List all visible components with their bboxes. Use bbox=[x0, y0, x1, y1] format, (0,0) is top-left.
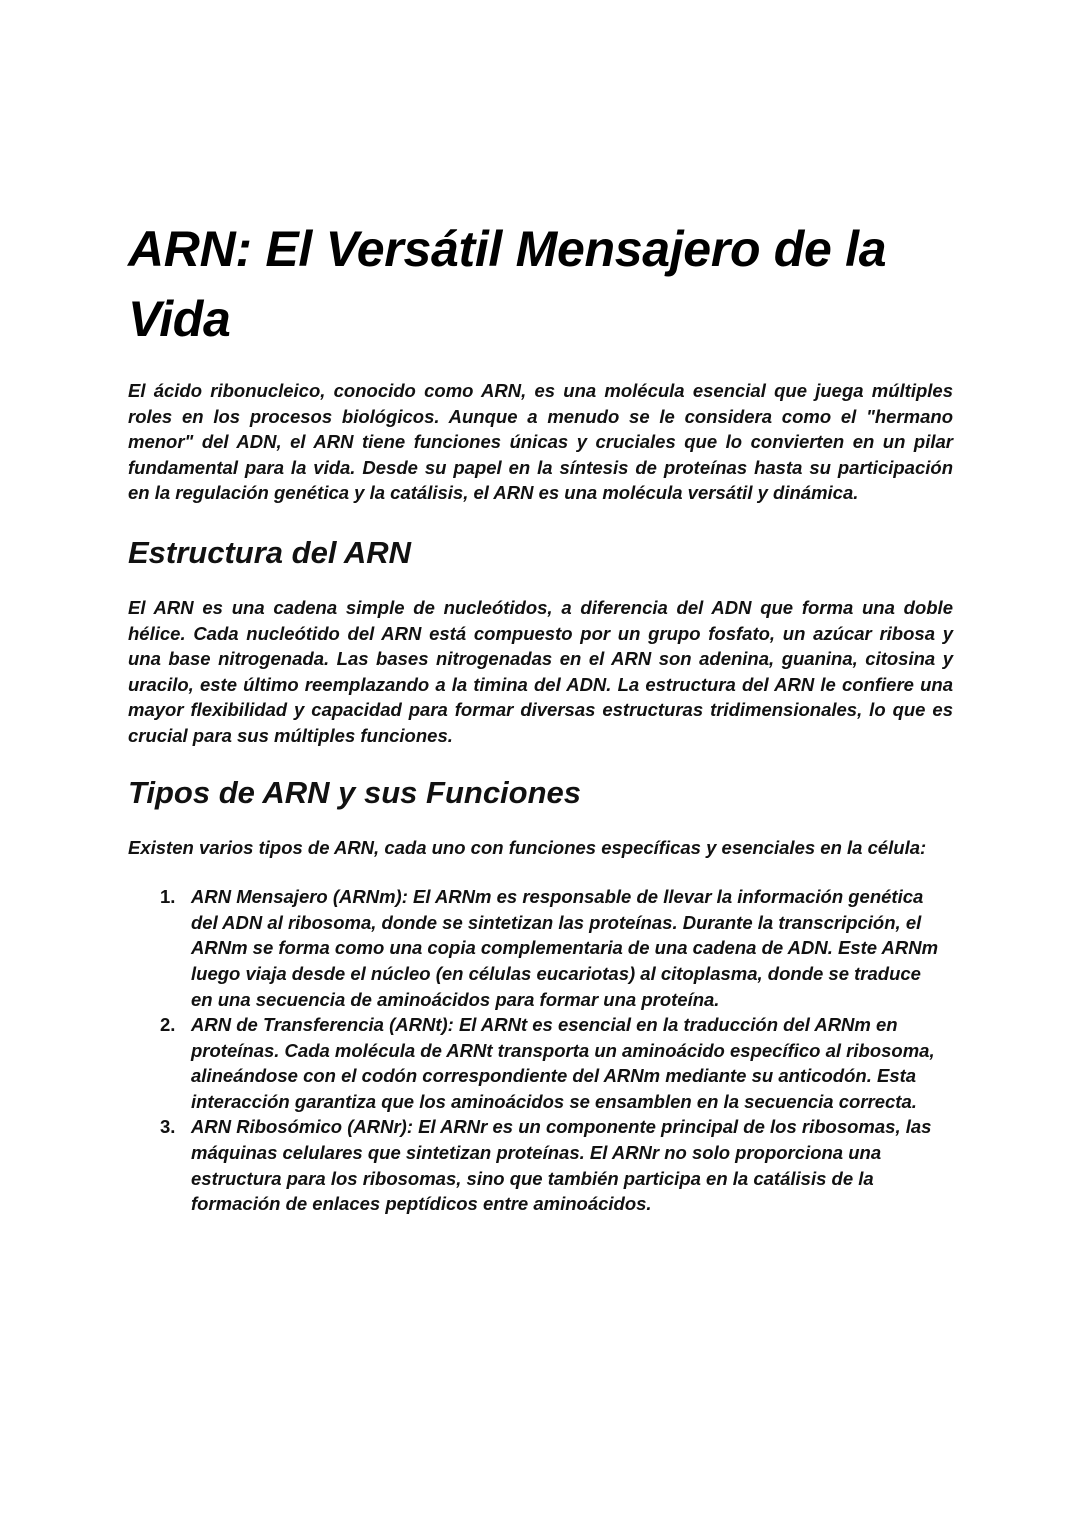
arn-types-list bbox=[128, 884, 953, 1217]
list-item-number: 2. bbox=[160, 1014, 176, 1036]
list-item bbox=[128, 1114, 953, 1216]
document-page bbox=[128, 214, 953, 1217]
list-item bbox=[128, 1012, 953, 1114]
list-item bbox=[128, 884, 953, 1012]
list-item-number: 3. bbox=[160, 1116, 176, 1138]
section-heading-estructura: Estructura del ARN bbox=[128, 534, 412, 570]
section-heading-tipos: Tipos de ARN y sus Funciones bbox=[128, 774, 582, 810]
section-paragraph-estructura: El ARN es una cadena simple de nucleótidos, a diferencia del ADN que forma una doble hélice. Cada nucleótido del ARN está compuesto por un grupo fosfato, un azúcar ribosa y una base nitrogenada. Las bases nitrogenadas en el ARN son adenina, guanina, citosina y uracilo, este último reemplazando a la timina del ADN. La estructura del ARN le confiere una mayor flexibilidad y capacidad para formar diversas estructuras tridimensionales, lo que es crucial para sus múltiples funciones. bbox=[128, 596, 953, 746]
list-item-text: ARN Mensajero (ARNm): El ARNm es responsable de llevar la información genética del ADN al ribosoma, donde se sintetizan las proteínas. Durante la transcripción, el ARNm se forma como una copia complementaria de una cadena de ADN. Este ARNm luego viaja desde el núcleo (en células eucariotas) al citoplasma, donde se traduce en una secuencia de aminoácidos para formar una proteína. bbox=[191, 886, 939, 1010]
section-paragraph-tipos: Existen varios tipos de ARN, cada uno con funciones específicas y esenciales en la célula: bbox=[128, 836, 927, 858]
list-item-text: ARN Ribosómico (ARNr): El ARNr es un componente principal de los ribosomas, las máquinas celulares que sintetizan proteínas. El ARNr no solo proporciona una estructura para los ribosomas, sino que también participa en la catálisis de la formación de enlaces peptídicos entre aminoácidos. bbox=[191, 1116, 932, 1215]
document-title: ARN: El Versátil Mensajero de la Vida bbox=[128, 221, 887, 347]
list-item-text: ARN de Transferencia (ARNt): El ARNt es esencial en la traducción del ARNm en proteínas. Cada molécula de ARNt transporta un aminoácido específico al ribosoma, alineándose con el codón correspondiente del ARNm mediante su anticodón. Esta interacción garantiza que los aminoácidos se ensamblen en la secuencia correcta. bbox=[191, 1014, 935, 1112]
list-item-number: 1. bbox=[160, 886, 176, 908]
intro-paragraph: El ácido ribonucleico, conocido como ARN, es una molécula esencial que juega múltiples roles en los procesos biológicos. Aunque a menudo se le considera como el "hermano menor" del ADN, el ARN tiene funciones únicas y cruciales que lo convierten en un pilar fundamental para la vida. Desde su papel en la síntesis de proteínas hasta su participación en la regulación genética y la catálisis, el ARN es una molécula versátil y dinámica. bbox=[128, 380, 953, 504]
